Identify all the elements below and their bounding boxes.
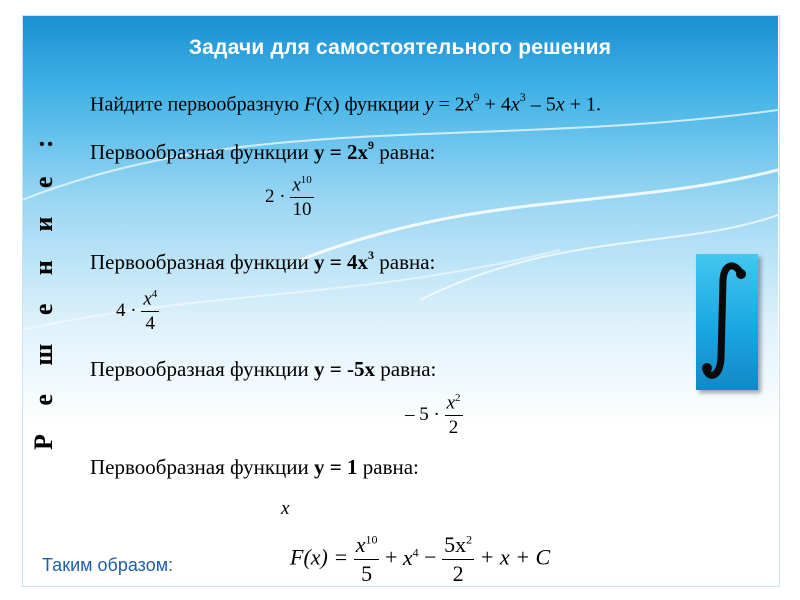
task-x-arg: (x) [316,93,340,116]
answer-2-coef: 4 · [116,300,137,322]
answer-3-coef: – 5 · [405,404,440,426]
line-function: y = -5x [314,357,375,381]
task-statement [90,92,601,117]
answer-2 [116,288,159,335]
final-minus: − [424,544,437,570]
solution-line-2 [90,250,435,275]
final-lhs: F(x) = [290,544,349,570]
integral-sign-icon [696,254,758,390]
line-text: Первообразная функции [90,140,315,164]
answer-1-coef: 2 · [265,186,286,208]
side-label-solution: Р е ш е н и е : [29,128,58,450]
task-x3: x [555,93,565,116]
solution-line-1 [90,140,435,165]
task-prefix: Найдите первообразную [90,93,305,116]
task-y: y [424,93,434,116]
solution-line-3 [90,357,436,382]
final-plus-1: + [384,544,398,570]
line-tail: равна: [374,140,436,164]
final-term-2: $x^4$ [402,544,419,570]
line-function: y = 1 [314,455,358,479]
task-minus5: – 5 [525,93,556,116]
answer-3 [405,392,463,439]
final-formula [290,532,550,587]
line-tail: равна: [374,250,436,274]
task-x1: x [464,93,474,116]
line-text: Первообразная функции [90,357,315,381]
final-term-1: $\frac{x^{10}}{5}$ [355,532,378,586]
final-tail: + x + C [479,544,551,570]
task-plus4: + 4 [479,93,511,116]
task-p2: 3 [519,90,526,104]
line-tail: равна: [375,357,437,381]
task-middle: функции [339,93,425,116]
line-text: Первообразная функции [90,455,315,479]
task-x2: x [510,93,520,116]
line-text: Первообразная функции [90,250,315,274]
answer-4: x [281,498,290,519]
task-eq: = 2 [433,93,465,116]
slide-title: Задачи для самостоятельного решения [188,36,612,59]
summary-label: Таким образом: [42,555,174,575]
answer-1 [265,174,314,221]
answer-1-fraction: $\frac{x^{10}}{10}$ [292,174,312,221]
line-tail: равна: [357,455,419,479]
final-term-3: $\frac{5x^2}{2}$ [444,532,473,586]
solution-line-4 [90,455,419,480]
line-function: $y = 2x^9$ [314,138,374,164]
integral-icon [696,254,758,390]
task-end: + 1. [564,93,601,116]
task-p1: 9 [473,90,480,104]
answer-2-fraction: $\frac{x^4}{4}$ [143,288,158,335]
answer-3-fraction: $\frac{x^2}{2}$ [446,392,461,439]
task-F: F [304,93,317,116]
line-function: $y = 4x^3$ [314,248,374,274]
